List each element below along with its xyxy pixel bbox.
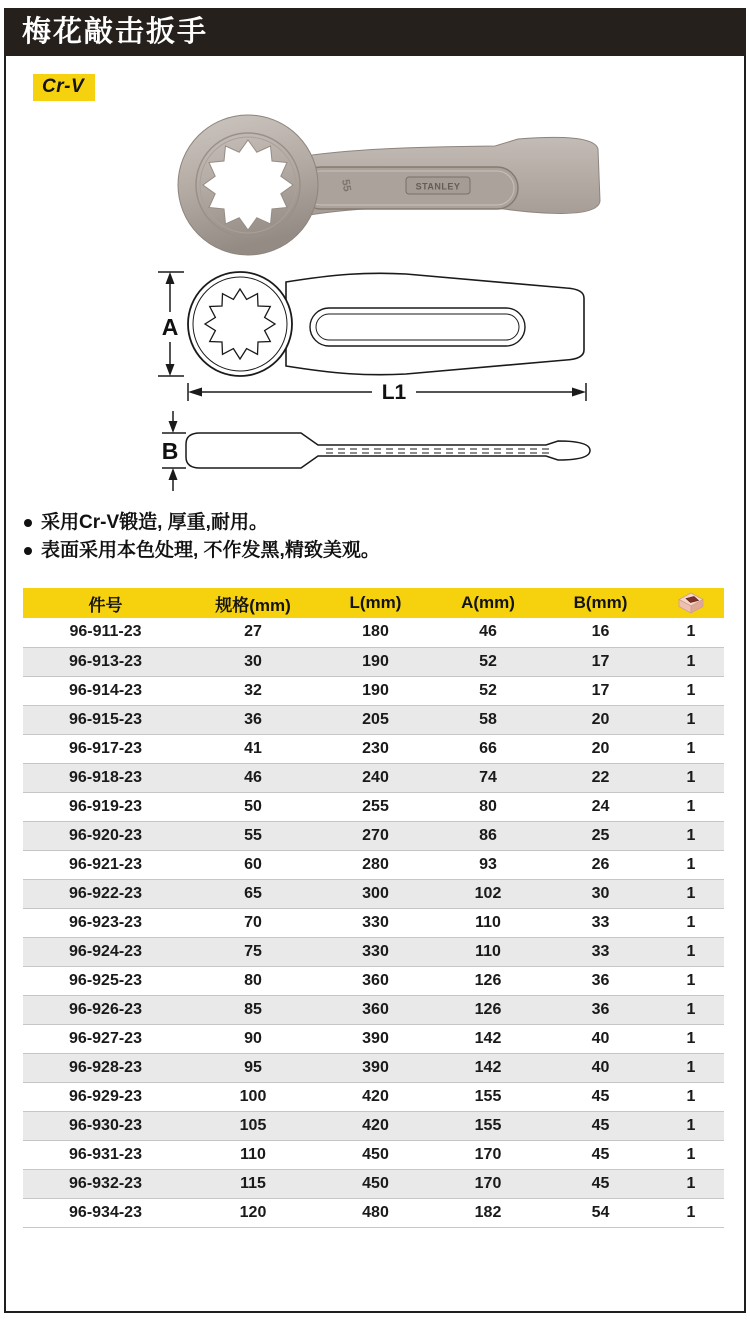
dim-a-label: A <box>161 314 179 340</box>
table-cell: 96-919-23 <box>23 792 188 821</box>
table-cell: 96-923-23 <box>23 908 188 937</box>
col-header-part-number: 件号 <box>23 588 188 618</box>
table-cell: 46 <box>188 763 318 792</box>
table-cell: 255 <box>318 792 433 821</box>
dim-b-arrow-up <box>169 468 178 480</box>
table-cell: 180 <box>362 623 389 641</box>
table-row <box>23 821 724 850</box>
product-photo <box>150 105 610 265</box>
table-cell: 95 <box>188 1053 318 1082</box>
table-cell: 270 <box>318 821 433 850</box>
table-cell: 40 <box>543 1053 658 1082</box>
bullet-dot <box>24 519 32 527</box>
table-cell: 70 <box>188 908 318 937</box>
table-cell: 46 <box>479 623 497 641</box>
table-cell: 36 <box>543 995 658 1024</box>
table-cell: 96-934-23 <box>23 1198 188 1227</box>
table-cell: 330 <box>318 908 433 937</box>
col-header-spec: 规格(mm) <box>188 588 318 618</box>
table-row <box>23 1024 724 1053</box>
table-cell: 1 <box>658 705 724 734</box>
table-cell: 102 <box>433 879 543 908</box>
table-cell: 80 <box>188 966 318 995</box>
spec-table <box>23 588 724 1228</box>
table-cell: 96-924-23 <box>23 937 188 966</box>
table-cell: 66 <box>433 734 543 763</box>
table-cell: 36 <box>543 966 658 995</box>
dim-l1-arrow-right <box>572 388 586 397</box>
col-header-b: B(mm) <box>543 588 658 618</box>
table-cell: 1 <box>658 1198 724 1227</box>
table-cell: 1 <box>658 647 724 676</box>
table-cell: 96-928-23 <box>23 1053 188 1082</box>
table-cell: 96-922-23 <box>23 879 188 908</box>
spec-table-body <box>23 618 724 1227</box>
table-cell: 40 <box>543 1024 658 1053</box>
table-cell: 360 <box>318 966 433 995</box>
table-cell: 41 <box>188 734 318 763</box>
dim-l1-arrow-left <box>188 388 202 397</box>
table-cell: 26 <box>543 850 658 879</box>
table-cell: 96-911-23 <box>69 623 142 641</box>
feature-text: 采用Cr-V锻造, 厚重,耐用。 <box>41 512 268 533</box>
table-cell: 1 <box>658 1169 724 1198</box>
table-cell: 33 <box>543 908 658 937</box>
dim-b-arrow-down <box>169 421 178 433</box>
package-box-icon <box>678 592 704 614</box>
table-cell: 93 <box>433 850 543 879</box>
table-cell: 240 <box>318 763 433 792</box>
dim-a-arrow-down <box>166 364 175 376</box>
table-cell: 24 <box>543 792 658 821</box>
table-row <box>23 966 724 995</box>
crv-material-badge: Cr-V <box>33 74 95 101</box>
table-cell: 170 <box>433 1169 543 1198</box>
table-cell: 205 <box>318 705 433 734</box>
table-cell: 390 <box>318 1053 433 1082</box>
table-row <box>23 792 724 821</box>
drawing-handle-outline <box>286 273 584 374</box>
table-cell: 390 <box>318 1024 433 1053</box>
dim-l1-label: L1 <box>381 381 407 404</box>
table-cell: 360 <box>318 995 433 1024</box>
table-cell: 1 <box>658 850 724 879</box>
table-row <box>23 1198 724 1227</box>
table-cell: 30 <box>188 647 318 676</box>
table-cell: 1 <box>686 623 696 641</box>
table-row <box>23 995 724 1024</box>
table-cell: 96-913-23 <box>23 647 188 676</box>
table-cell: 190 <box>318 676 433 705</box>
table-cell: 450 <box>318 1169 433 1198</box>
table-cell: 155 <box>433 1082 543 1111</box>
table-row <box>23 850 724 879</box>
table-cell: 96-914-23 <box>23 676 188 705</box>
table-cell: 110 <box>433 908 543 937</box>
table-cell: 96-917-23 <box>23 734 188 763</box>
table-cell: 86 <box>433 821 543 850</box>
table-cell: 100 <box>188 1082 318 1111</box>
page-title: 梅花敲击扳手 <box>4 8 746 56</box>
table-cell: 142 <box>433 1024 543 1053</box>
table-cell: 300 <box>318 879 433 908</box>
bullet-dot <box>24 547 32 555</box>
table-row <box>23 676 724 705</box>
table-cell: 110 <box>188 1140 318 1169</box>
table-row <box>23 937 724 966</box>
brand-stamp-text: STANLEY <box>415 181 461 192</box>
table-row <box>23 734 724 763</box>
table-cell: 170 <box>433 1140 543 1169</box>
table-cell: 96-932-23 <box>23 1169 188 1198</box>
table-cell: 1 <box>658 1111 724 1140</box>
table-cell: 50 <box>188 792 318 821</box>
table-cell: 16 <box>591 623 610 641</box>
table-cell: 75 <box>188 937 318 966</box>
table-cell: 280 <box>318 850 433 879</box>
table-cell: 96-918-23 <box>23 763 188 792</box>
feature-item <box>24 537 724 565</box>
table-cell: 1 <box>658 763 724 792</box>
table-cell: 96-926-23 <box>23 995 188 1024</box>
table-cell: 17 <box>543 676 658 705</box>
table-cell: 25 <box>543 821 658 850</box>
table-row <box>23 1140 724 1169</box>
col-header-a: A(mm) <box>433 588 543 618</box>
table-cell: 142 <box>433 1053 543 1082</box>
table-cell: 420 <box>318 1082 433 1111</box>
table-cell: 480 <box>318 1198 433 1227</box>
table-cell: 1 <box>658 879 724 908</box>
table-cell: 17 <box>543 647 658 676</box>
table-cell: 1 <box>658 966 724 995</box>
spec-table-header <box>23 588 724 618</box>
table-cell: 1 <box>658 1140 724 1169</box>
table-cell: 1 <box>658 821 724 850</box>
table-cell: 105 <box>188 1111 318 1140</box>
table-cell: 65 <box>188 879 318 908</box>
dimension-diagram-side-view <box>146 405 626 497</box>
table-cell: 96-915-23 <box>23 705 188 734</box>
table-cell: 45 <box>543 1140 658 1169</box>
table-row <box>23 1053 724 1082</box>
table-row <box>23 647 724 676</box>
table-cell: 80 <box>433 792 543 821</box>
table-cell: 60 <box>188 850 318 879</box>
table-cell: 126 <box>433 995 543 1024</box>
table-row <box>23 1111 724 1140</box>
table-cell: 52 <box>433 647 543 676</box>
table-cell: 120 <box>188 1198 318 1227</box>
table-row <box>23 1169 724 1198</box>
table-cell: 1 <box>658 676 724 705</box>
table-cell: 22 <box>543 763 658 792</box>
table-cell: 52 <box>433 676 543 705</box>
table-cell: 330 <box>318 937 433 966</box>
table-cell: 20 <box>543 705 658 734</box>
content-frame <box>4 56 746 1313</box>
drawing-side-profile <box>186 433 590 468</box>
table-cell: 20 <box>543 734 658 763</box>
feature-item <box>24 509 724 537</box>
table-cell: 126 <box>433 966 543 995</box>
table-cell: 45 <box>543 1082 658 1111</box>
table-cell: 33 <box>543 937 658 966</box>
dim-a-arrow-up <box>166 272 175 284</box>
feature-text: 表面采用本色处理, 不作发黑,精致美观。 <box>41 540 380 561</box>
table-cell: 74 <box>433 763 543 792</box>
feature-list <box>24 509 724 565</box>
table-cell: 1 <box>658 1024 724 1053</box>
table-cell: 230 <box>318 734 433 763</box>
table-cell: 1 <box>658 1082 724 1111</box>
table-cell: 1 <box>658 792 724 821</box>
table-cell: 90 <box>188 1024 318 1053</box>
table-row <box>23 1082 724 1111</box>
table-row <box>23 763 724 792</box>
table-cell: 182 <box>433 1198 543 1227</box>
dimension-diagram-top-view <box>146 262 626 407</box>
table-cell: 45 <box>543 1169 658 1198</box>
table-cell: 32 <box>188 676 318 705</box>
table-cell: 96-921-23 <box>23 850 188 879</box>
table-cell: 55 <box>188 821 318 850</box>
table-cell: 96-925-23 <box>23 966 188 995</box>
table-cell: 36 <box>188 705 318 734</box>
table-cell: 1 <box>658 734 724 763</box>
size-marking-text: 55 <box>339 178 353 193</box>
table-cell: 96-920-23 <box>23 821 188 850</box>
dim-b-label: B <box>161 438 179 464</box>
col-header-length: L(mm) <box>318 588 433 618</box>
table-cell: 190 <box>318 647 433 676</box>
table-cell: 27 <box>244 623 262 641</box>
drawing-slot-inner <box>316 314 519 340</box>
table-cell: 96-931-23 <box>23 1140 188 1169</box>
table-cell: 85 <box>188 995 318 1024</box>
table-row <box>23 908 724 937</box>
table-cell: 96-930-23 <box>23 1111 188 1140</box>
table-cell: 115 <box>188 1169 318 1198</box>
table-cell: 110 <box>433 937 543 966</box>
table-cell: 54 <box>543 1198 658 1227</box>
table-cell: 96-927-23 <box>23 1024 188 1053</box>
table-row <box>23 879 724 908</box>
table-cell: 155 <box>433 1111 543 1140</box>
table-cell: 420 <box>318 1111 433 1140</box>
table-cell: 450 <box>318 1140 433 1169</box>
table-row <box>23 705 724 734</box>
table-row <box>23 618 724 647</box>
table-cell: 96-929-23 <box>23 1082 188 1111</box>
table-cell: 1 <box>658 1053 724 1082</box>
table-cell: 58 <box>433 705 543 734</box>
table-cell: 45 <box>543 1111 658 1140</box>
col-header-qty <box>658 588 724 618</box>
table-cell: 1 <box>658 995 724 1024</box>
table-cell: 1 <box>658 908 724 937</box>
table-cell: 30 <box>543 879 658 908</box>
table-cell: 1 <box>658 937 724 966</box>
